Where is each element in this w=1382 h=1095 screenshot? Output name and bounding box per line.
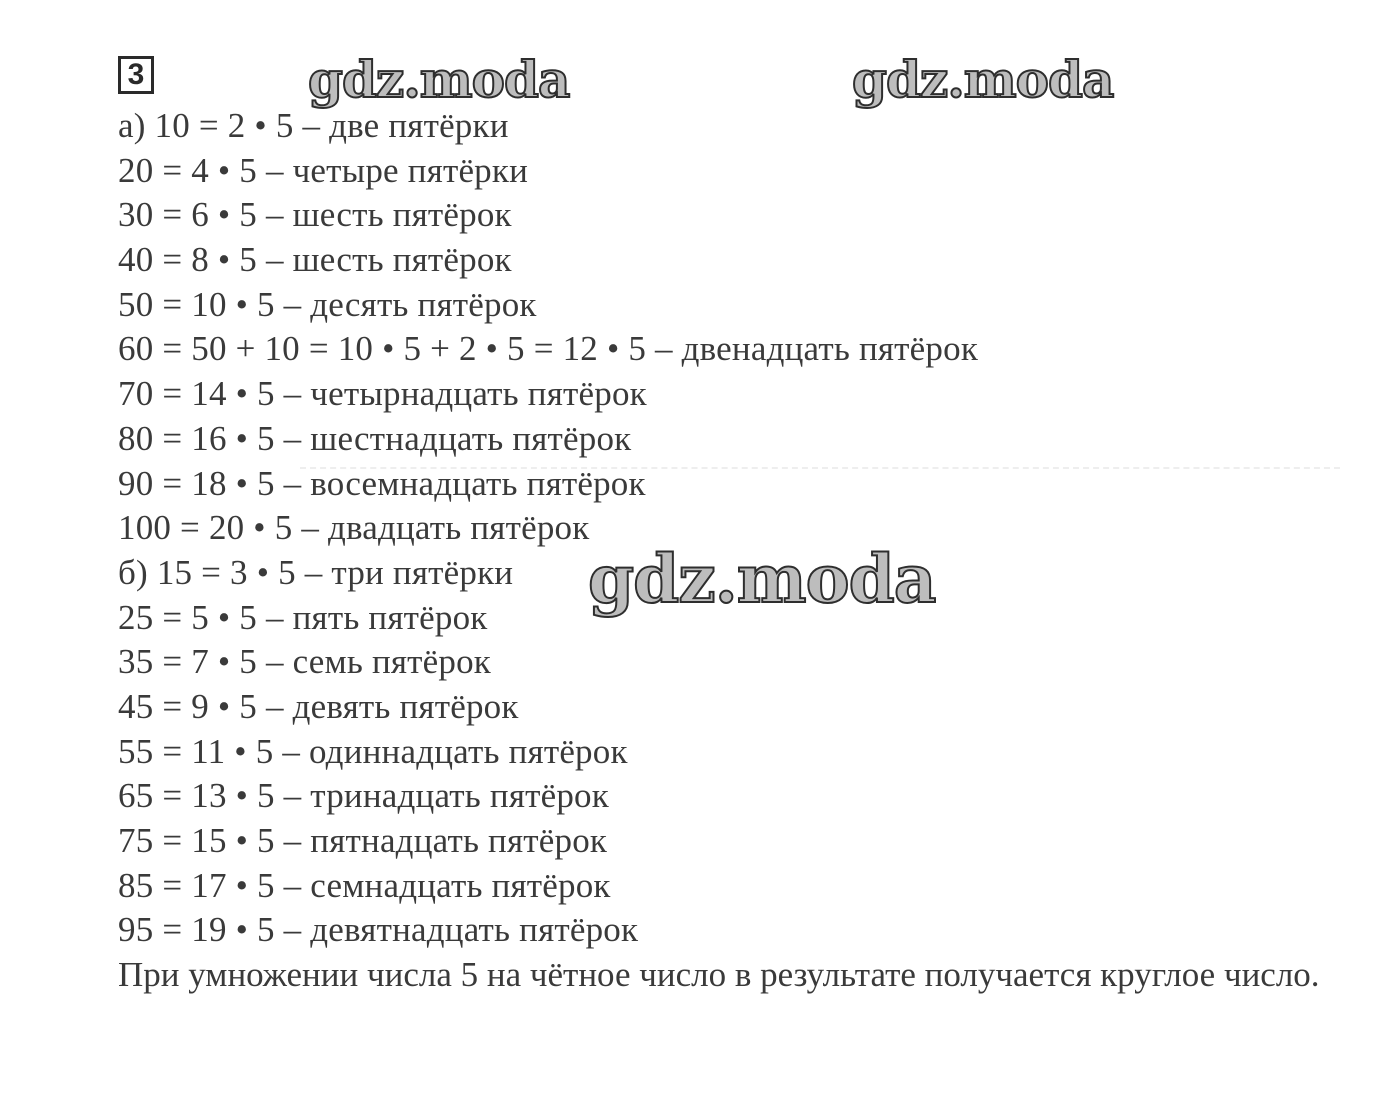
solution-line: 85 = 17 • 5 – семнадцать пятёрок [118, 865, 611, 905]
watermark-logo: gdz.moda [308, 50, 570, 109]
solution-line: 35 = 7 • 5 – семь пятёрок [118, 642, 492, 682]
watermark-logo: gdz.moda [588, 540, 936, 618]
solution-line: а) 10 = 2 • 5 – две пятёрки [118, 106, 509, 145]
solution-line: 65 = 13 • 5 – тринадцать пятёрок [118, 776, 609, 816]
solution-line: б) 15 = 3 • 5 – три пятёрки [118, 552, 514, 592]
solution-line: 40 = 8 • 5 – шесть пятёрок [118, 240, 512, 280]
solution-line: 70 = 14 • 5 – четырнадцать пятёрок [118, 374, 647, 414]
solution-line: 55 = 11 • 5 – одиннадцать пятёрок [118, 731, 628, 771]
solution-lines [118, 104, 1358, 953]
solution-line: 60 = 50 + 10 = 10 • 5 + 2 • 5 = 12 • 5 – двенадцать пятёрок [118, 329, 979, 369]
solution-line: 100 = 20 • 5 – двадцать пятёрок [118, 508, 590, 548]
watermark-logo: gdz.moda [852, 50, 1114, 109]
solution-line: 75 = 15 • 5 – пятнадцать пятёрок [118, 821, 608, 860]
solution-line: 45 = 9 • 5 – девять пятёрок [118, 686, 519, 726]
solution-line: 30 = 6 • 5 – шесть пятёрок [118, 195, 512, 235]
solution-line: 50 = 10 • 5 – десять пятёрок [118, 284, 537, 324]
task-number-badge: 3 [118, 56, 154, 94]
solution-line: 90 = 18 • 5 – восемнадцать пятёрок [118, 463, 646, 503]
solution-line: 95 = 19 • 5 – девятнадцать пятёрок [118, 910, 639, 950]
solution-line: 80 = 16 • 5 – шестнадцать пятёрок [118, 418, 632, 458]
solution-line: 20 = 4 • 5 – четыре пятёрки [118, 150, 529, 190]
faint-divider [300, 467, 1340, 469]
solution-line: 25 = 5 • 5 – пять пятёрок [118, 597, 488, 637]
conclusion-text: При умножении числа 5 на чётное число в результате получается круглое число. [118, 955, 1320, 994]
